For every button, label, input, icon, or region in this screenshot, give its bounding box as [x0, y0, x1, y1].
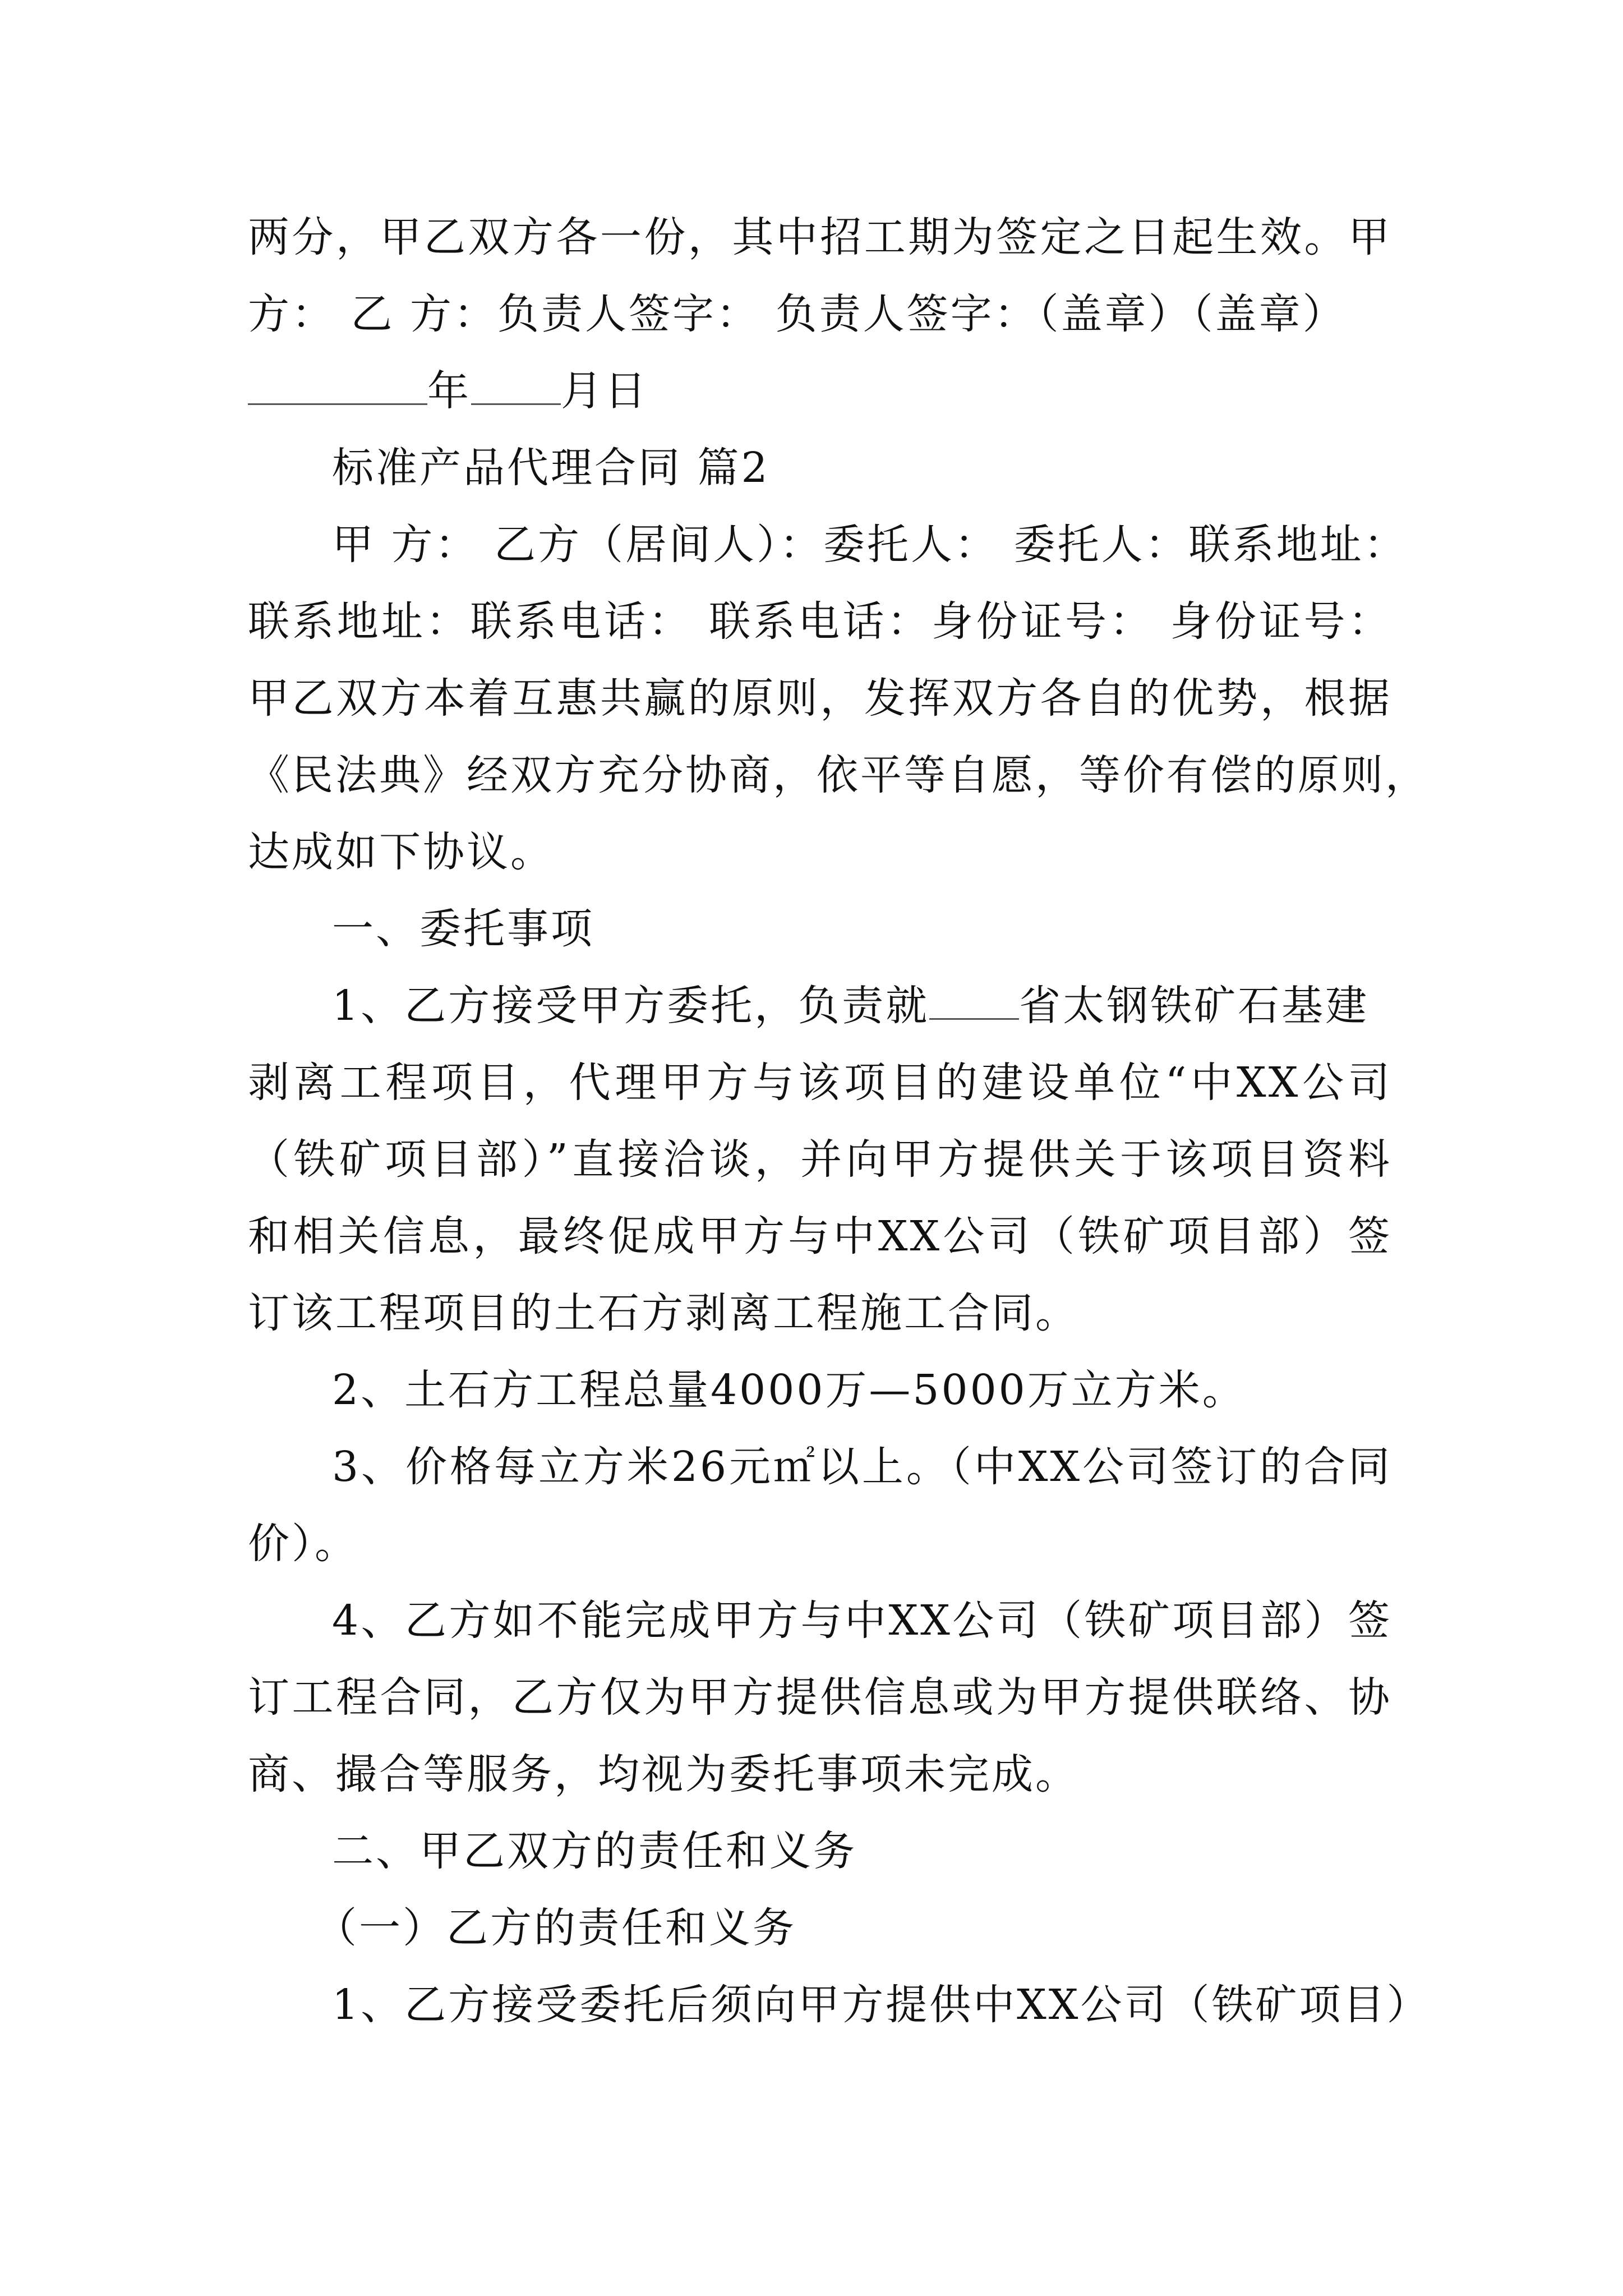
item-3-line: 价）。	[248, 1520, 358, 1568]
year-blank	[248, 364, 427, 405]
heading-responsibilities: 二、甲乙双方的责任和义务	[332, 1827, 857, 1875]
item-1-suffix: 省太钢铁矿石基建	[1019, 982, 1370, 1030]
item-4-line: 商、撮合等服务，均视为委托事项未完成。	[248, 1750, 1079, 1798]
item-1-line: 订该工程项目的土石方剥离工程施工合同。	[248, 1289, 1079, 1337]
item-1-first-line	[248, 968, 1392, 1045]
date-line	[248, 353, 1392, 430]
document-page	[248, 199, 1431, 2044]
province-blank	[929, 979, 1019, 1020]
subheading-party-b: （一）乙方的责任和义务	[315, 1904, 796, 1952]
item-1-prefix: 1、乙方接受甲方委托，负责就	[332, 982, 930, 1030]
item-4-line: 4、乙方如不能完成甲方与中XX公司（铁矿项目部）签	[332, 1596, 1392, 1645]
preamble-line: 达成如下协议。	[248, 828, 554, 876]
item-3-line: 3、价格每立方米26元㎡以上。（中XX公司签订的合同	[332, 1443, 1392, 1491]
item-1-line: 剥离工程项目，代理甲方与该项目的建设单位“中XX公司	[248, 1059, 1392, 1107]
item-2: 2、土石方工程总量4000万—5000万立方米。	[332, 1366, 1246, 1414]
preamble-line: 甲乙双方本着互惠共赢的原则，发挥双方各自的优势，根据	[248, 674, 1392, 723]
month-day-label: 月日	[561, 367, 648, 415]
signature-line: 方： 乙 方：负责人签字： 负责人签字：（盖章）（盖章）	[248, 290, 1347, 338]
item-1-line: （铁矿项目部）”直接洽谈，并向甲方提供关于该项目资料	[248, 1135, 1392, 1184]
parties-line: 联系地址：联系电话： 联系电话：身份证号： 身份证号：	[248, 597, 1392, 646]
month-blank	[471, 364, 561, 405]
heading-entrust: 一、委托事项	[332, 905, 594, 953]
section-title: 标准产品代理合同 篇2	[332, 444, 770, 492]
text-line: 两分，甲乙双方各一份，其中招工期为签定之日起生效。甲	[248, 213, 1392, 261]
year-label: 年	[427, 367, 471, 415]
item-1-line: 和相关信息，最终促成甲方与中XX公司（铁矿项目部）签	[248, 1212, 1392, 1260]
parties-line: 甲 方： 乙方（居间人）：委托人： 委托人：联系地址：	[332, 521, 1408, 569]
item-4-line: 订工程合同，乙方仅为甲方提供信息或为甲方提供联络、协	[248, 1673, 1392, 1722]
text-line: 1、乙方接受委托后须向甲方提供中XX公司（铁矿项目）	[332, 1981, 1431, 2029]
preamble-line: 《民法典》经双方充分协商，依平等自愿，等价有偿的原则，	[248, 751, 1429, 799]
